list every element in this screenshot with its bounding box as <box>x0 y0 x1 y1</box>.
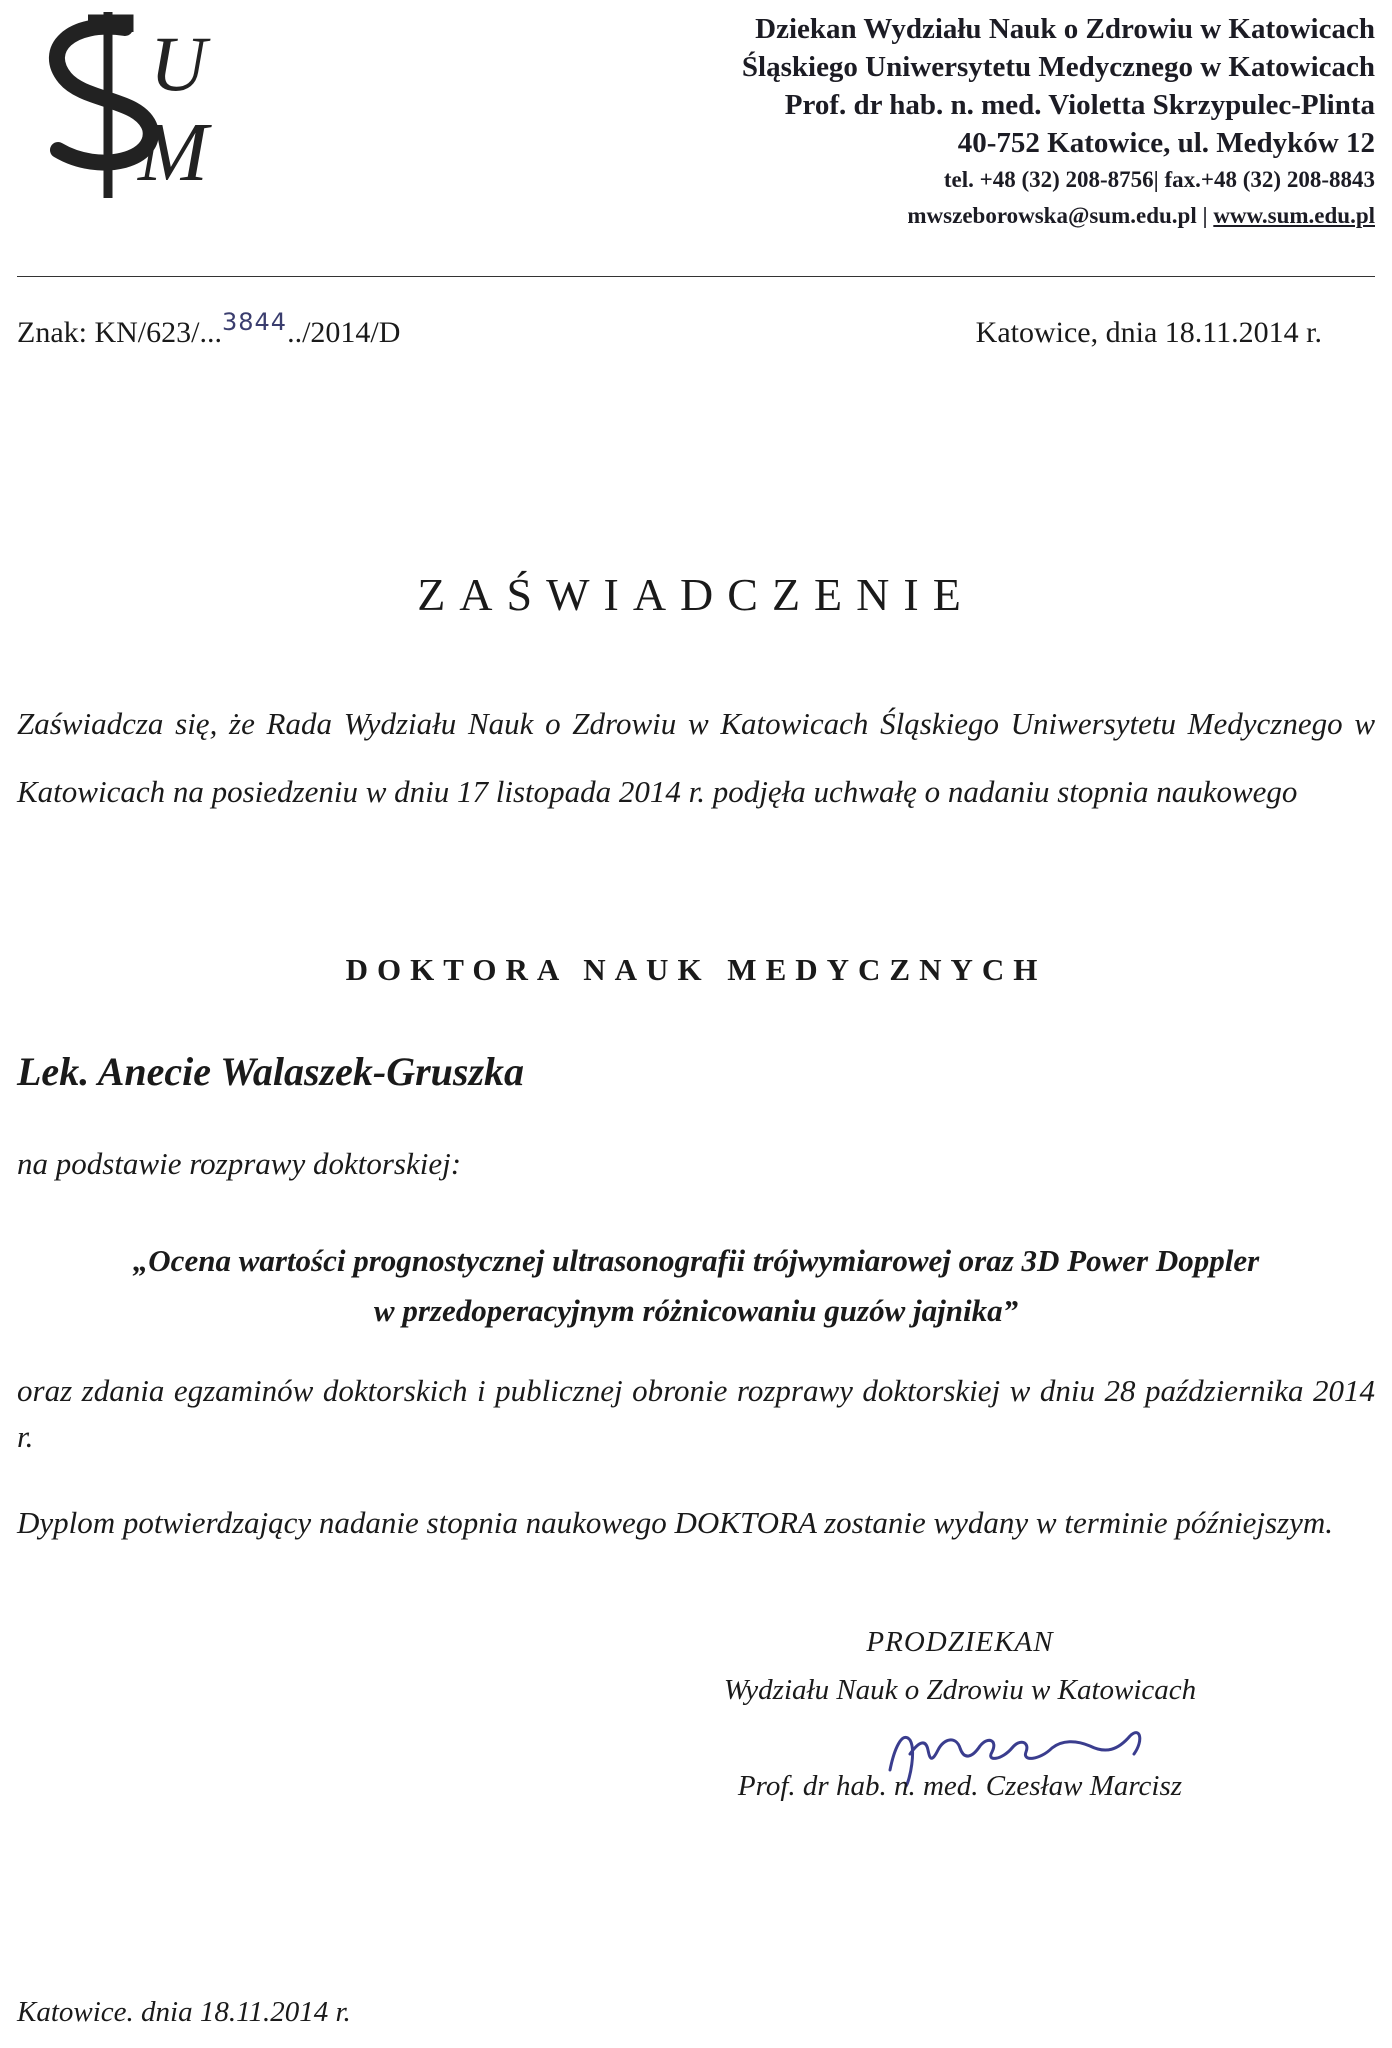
issue-date: Katowice, dnia 18.11.2014 r. <box>975 316 1322 349</box>
document-title: ZAŚWIADCZENIE <box>417 569 975 620</box>
reference-handwritten-number: 3844 <box>221 308 288 336</box>
header-line-university: Śląskiego Uniwersytetu Medycznego w Katowicach <box>741 51 1375 83</box>
certification-paragraph: Zaświadcza się, że Rada Wydziału Nauk o Zdrowiu w Katowicach Śląskiego Uniwersytetu Medycznego w Katowicach na posiedzeniu w dniu 17 listopada 2014 r. podjęła uchwałę o nadaniu stopnia naukowego <box>17 706 1375 809</box>
university-logo <box>30 10 230 200</box>
degree-title: DOKTORA NAUK MEDYCZNYCH <box>345 952 1047 987</box>
reference-number <box>17 308 401 350</box>
header-line-name: Prof. dr hab. n. med. Violetta Skrzypulec-Plinta <box>784 89 1375 121</box>
header-email[interactable]: mwszeborowska@sum.edu.pl <box>907 203 1197 228</box>
reference-suffix: ../2014/D <box>287 316 401 349</box>
logo-letter-u: U <box>150 20 207 107</box>
letterhead <box>742 10 1375 234</box>
thesis-line-2: w przedoperacyjnym różnicowaniu guzów jajnika” <box>373 1293 1019 1328</box>
header-line-address: 40-752 Katowice, ul. Medyków 12 <box>957 127 1375 159</box>
reference-prefix: Znak: KN/623/... <box>17 316 222 349</box>
signature-block <box>700 1618 1220 1714</box>
exam-paragraph: oraz zdania egzaminów doktorskich i publicznej obronie rozprawy doktorskiej w dniu 28 października 2014 r. <box>17 1373 1375 1454</box>
thesis-line-1: „Ocena wartości prognostycznej ultrasonografii trójwymiarowej oraz 3D Power Doppler <box>132 1243 1260 1278</box>
header-website-link[interactable]: www.sum.edu.pl <box>1213 203 1375 228</box>
signatory-faculty: Wydziału Nauk o Zdrowiu w Katowicach <box>723 1674 1197 1706</box>
basis-text: na podstawie rozprawy doktorskiej: <box>17 1146 462 1181</box>
header-line-phone: tel. +48 (32) 208-8756| fax.+48 (32) 208-8843 <box>943 167 1375 192</box>
diploma-paragraph: Dyplom potwierdzający nadanie stopnia naukowego DOKTORA zostanie wydany w terminie późniejszym. <box>17 1505 1333 1540</box>
logo-letter-m: M <box>138 106 208 199</box>
thesis-title <box>0 1236 1392 1336</box>
header-line-contact <box>742 198 1375 234</box>
recipient-name: Lek. Anecie Walaszek-Gruszka <box>17 1049 525 1094</box>
header-divider <box>17 276 1375 277</box>
signatory-role: PRODZIEKAN <box>866 1626 1054 1658</box>
header-line-dean: Dziekan Wydziału Nauk o Zdrowiu w Katowicach <box>755 13 1375 45</box>
header-separator: | <box>1196 203 1214 228</box>
footer-date: Katowice. dnia 18.11.2014 r. <box>17 1996 351 2028</box>
signatory-name: Prof. dr hab. n. med. Czesław Marcisz <box>737 1770 1183 1802</box>
